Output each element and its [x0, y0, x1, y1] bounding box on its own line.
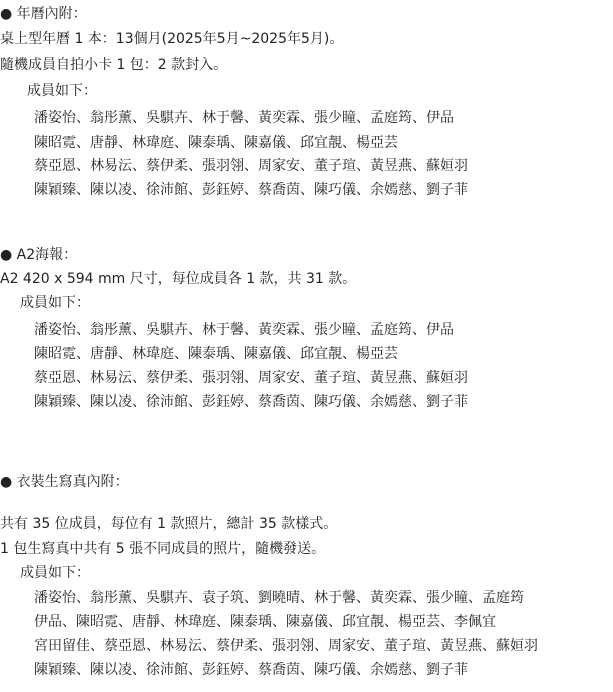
section1-member-row: 蔡亞恩、林易沄、蔡伊柔、張羽翎、周家安、董子瑄、黃昱燕、蘇姮羽	[34, 158, 468, 174]
section1-members-label: 成員如下：	[27, 83, 97, 99]
section1-line2: 隨機成員自拍小卡 1 包：2 款封入。	[0, 57, 228, 73]
section2-line1: A2 420 x 594 mm 尺寸，每位成員各 1 款，共 31 款。	[0, 271, 357, 287]
section1-member-row: 陳昭霓、唐靜、林瑋庭、陳泰瑀、陳嘉儀、邱宜靚、楊亞芸	[34, 135, 398, 151]
section1-member-row: 潘姿怡、翁彤薰、吳騏卉、林于馨、黃奕霖、張少瞳、孟庭筠、伊品	[34, 110, 454, 126]
section2-member-row: 蔡亞恩、林易沄、蔡伊柔、張羽翎、周家安、董子瑄、黃昱燕、蘇姮羽	[34, 370, 468, 386]
section1-member-row: 陳穎臻、陳以凌、徐沛館、彭鈺婷、蔡喬茵、陳巧儀、余嫣慈、劉子菲	[34, 182, 468, 198]
section2-member-row: 陳昭霓、唐靜、林瑋庭、陳泰瑀、陳嘉儀、邱宜靚、楊亞芸	[34, 346, 398, 362]
section2-member-row: 潘姿怡、翁彤薰、吳騏卉、林于馨、黃奕霖、張少瞳、孟庭筠、伊品	[34, 322, 454, 338]
section3-line1: 共有 35 位成員，每位有 1 款照片，總計 35 款樣式。	[0, 516, 338, 532]
section3-line2: 1 包生寫真中共有 5 張不同成員的照片，隨機發送。	[0, 541, 326, 557]
section3-member-row: 伊品、陳昭霓、唐靜、林瑋庭、陳泰瑀、陳嘉儀、邱宜靚、楊亞芸、李佩宜	[34, 614, 496, 630]
section3-members-label: 成員如下：	[20, 565, 90, 581]
section3-member-row: 潘姿怡、翁彤薰、吳騏卉、袁子筑、劉曉晴、林于馨、黃奕霖、張少瞳、孟庭筠	[34, 590, 524, 606]
section3-member-row: 陳穎臻、陳以凌、徐沛館、彭鈺婷、蔡喬茵、陳巧儀、余嫣慈、劉子菲	[34, 662, 468, 678]
section1-heading: ● 年曆內附：	[0, 6, 87, 22]
section2-member-row: 陳穎臻、陳以凌、徐沛館、彭鈺婷、蔡喬茵、陳巧儀、余嫣慈、劉子菲	[34, 394, 468, 410]
section3-member-row: 宮田留佳、蔡亞恩、林易沄、蔡伊柔、張羽翎、周家安、董子瑄、黃昱燕、蘇姮羽	[34, 638, 538, 654]
section2-members-label: 成員如下：	[20, 295, 90, 311]
section1-line1: 桌上型年曆 1 本：13個月(2025年5月~2025年5月)。	[0, 31, 344, 47]
section2-heading: ● A2海報：	[0, 247, 78, 263]
section3-heading: ● 衣裝生寫真內附：	[0, 474, 129, 490]
